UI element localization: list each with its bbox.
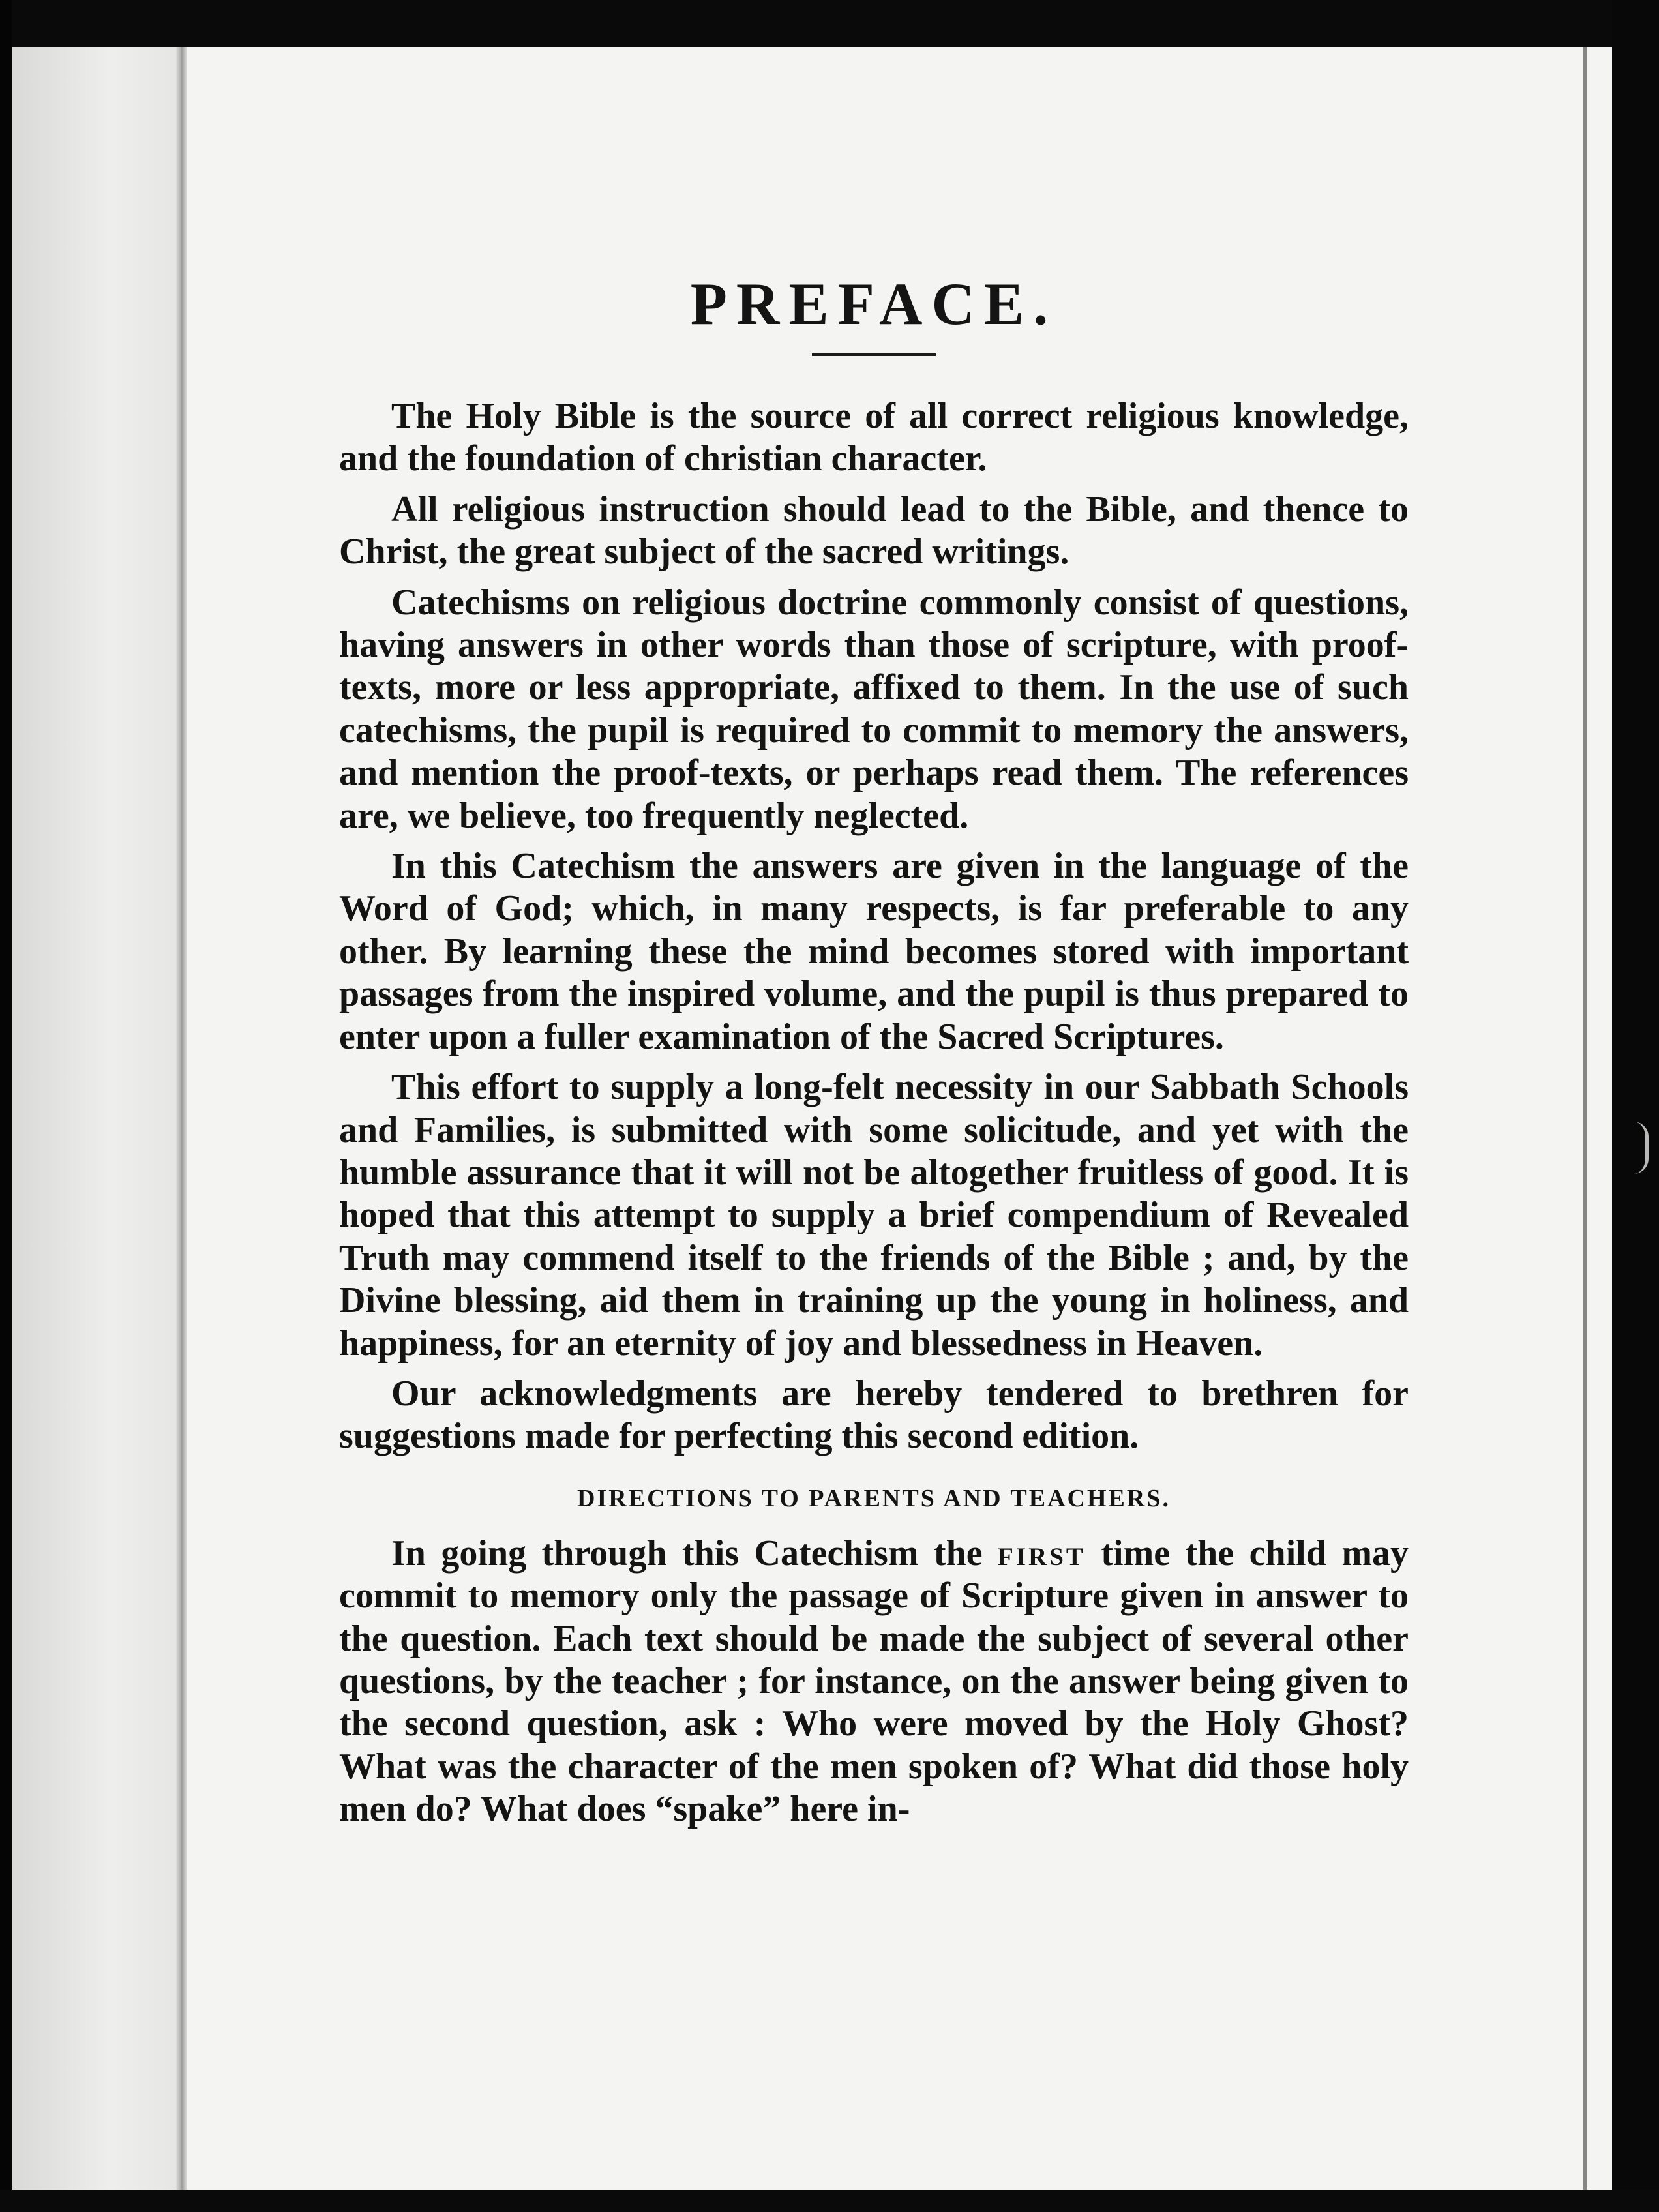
title-rule xyxy=(812,353,936,356)
binding-gutter xyxy=(176,47,187,2212)
preface-paragraph-5: This effort to supply a long-felt necessity in our Sabbath Schools and Families, is submitted with some solicitude, and yet with the humble assurance that it will not be altogether fruitless of good. It is hoped that this attempt to supply a brief compendium of Revealed Truth may commend itself to the friends of the Bible ; and, by the Divine blessing, aid them in training up the young in holiness, and happiness, for an eternity of joy and blessedness in Heaven. xyxy=(339,1067,1409,1364)
scan-bottom-border xyxy=(0,2190,1659,2212)
preface-paragraph-6: Our acknowledgments are hereby tendered to brethren for suggestions made for perfecting this second edition. xyxy=(339,1373,1409,1457)
preface-paragraph-2: All religious instruction should lead to the Bible, and thence to Christ, the great subject of the sacred writings. xyxy=(339,488,1409,573)
scan-left-border xyxy=(0,0,12,2212)
directions-text-before: In going through this Catechism the xyxy=(391,1532,983,1574)
page-content xyxy=(339,271,1409,1839)
preface-paragraph-1: The Holy Bible is the source of all correct religious knowledge, and the foundation of christian character. xyxy=(339,396,1409,479)
gutter-shadow xyxy=(12,47,176,2212)
directions-emphasis: first xyxy=(998,1532,1086,1574)
edge-mark xyxy=(1634,1122,1649,1174)
directions-paragraph xyxy=(339,1532,1409,1831)
page-title: PREFACE. xyxy=(690,271,1058,337)
directions-text-after: time the child may commit to memory only the passage of Scripture given in answer to the question. Each text should be made the subject of several other questions, by the teacher ; for instance, on the answer being given to the second question, ask : Who were moved by the Holy Ghost? What was the character of the men spoken of? What did those holy men do? What does “spake” here in- xyxy=(339,1532,1409,1830)
scan-top-border xyxy=(0,0,1659,47)
directions-heading: DIRECTIONS TO PARENTS AND TEACHERS. xyxy=(577,1484,1171,1512)
preface-paragraph-3: Catechisms on religious doctrine commonly consist of questions, having answers in other words than those of scripture, with proof-texts, more or less appropriate, affixed to them. In the use of such catechisms, the pupil is required to commit to memory the answers, and mention the proof-texts, or perhaps read them. The references are, we believe, too frequently neglected. xyxy=(339,582,1409,836)
scan-right-border xyxy=(1612,0,1659,2212)
page-edge-line xyxy=(1583,47,1587,2212)
preface-paragraph-4: In this Catechism the answers are given in the language of the Word of God; which, in many respects, is far preferable to any other. By learning these the mind becomes stored with important passages from the inspired volume, and the pupil is thus prepared to enter upon a fuller examination of the Sacred Scriptures. xyxy=(339,846,1409,1057)
